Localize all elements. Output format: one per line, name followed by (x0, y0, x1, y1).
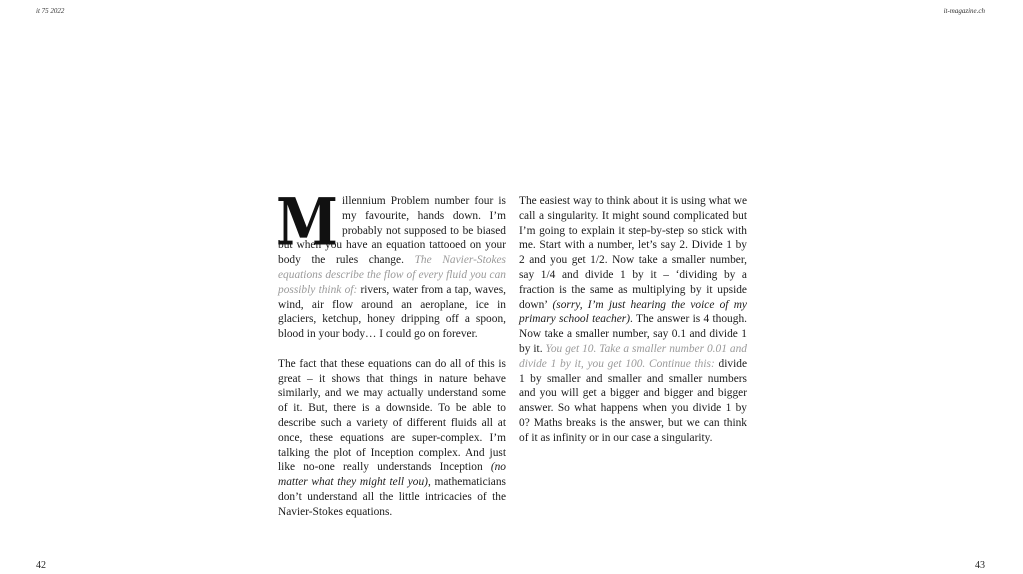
article-column-left (276, 184, 506, 520)
p1-text-c: rivers, water from a tap, waves, wind, air flow around an aeroplane, ice in glaciers, ketchup, honey dripping off a spoon, blood in your body… I could go on forever. (278, 283, 506, 341)
article-column-right (519, 194, 747, 446)
p1-text-a: illennium Problem number four is my favourite, hands down. I’m probably not supposed to be biased but when you have an equation tattooed on your body the rules change. (278, 195, 506, 267)
p1-highlight: The Navier-Stokes equations describe the flow of every fluid you can possibly think of: (278, 254, 506, 296)
p3-text-e: divide 1 by smaller and smaller and smaller numbers and you will get a bigger and bigger and bigger answer. So what happens when you divide 1 by 0? Maths breaks is the answer, but we can think of it as infinity or in our case a singularity. (519, 357, 748, 444)
p3-highlight: You get 10. Take a smaller number 0.01 and divide 1 by it, you get 100. Continue this: (519, 342, 747, 370)
site-label: it-magazine.ch (943, 7, 985, 15)
p2-text-a: The fact that these equations can do all of this is great – it shows that things in nature behave similarly, and we may actually understand some of it. But, there is a downside. To be able to describe such a variety of different fluids all at once, these equations are super-complex. I’m talking the plot of Inception complex. And just like no-one really understands Inception (278, 357, 506, 474)
p2-text-c: , mathematicians don’t understand all the little intricacies of the Navier-Stokes equations. (278, 476, 506, 518)
issue-label: it 75 2022 (36, 7, 65, 15)
p3-text-c: . The answer is 4 though. Now take a smaller number, say 0.1 and divide 1 by it. (519, 313, 747, 355)
page-number-right: 43 (975, 560, 985, 571)
page-number-left: 42 (36, 560, 46, 571)
paragraph-intro (276, 184, 506, 342)
paragraph-three (519, 194, 747, 446)
p3-text-a: The easiest way to think about it is using what we call a singularity. It might sound complicated but I’m going to explain it step-by-step so stick with me. Start with a number, let’s say 2. Divide 1 by 2 and you get 1/2. Now take a smaller number, say 1/4 and divide 1 by it – ‘dividing by a fraction is the same as multiplying by it upside down’ (519, 195, 747, 311)
drop-cap: M (276, 184, 338, 261)
paragraph-two (278, 357, 506, 520)
p3-aside: (sorry, I’m just hearing the voice of my primary school teacher) (519, 298, 747, 326)
p2-aside: (no matter what they might tell you) (278, 461, 506, 489)
